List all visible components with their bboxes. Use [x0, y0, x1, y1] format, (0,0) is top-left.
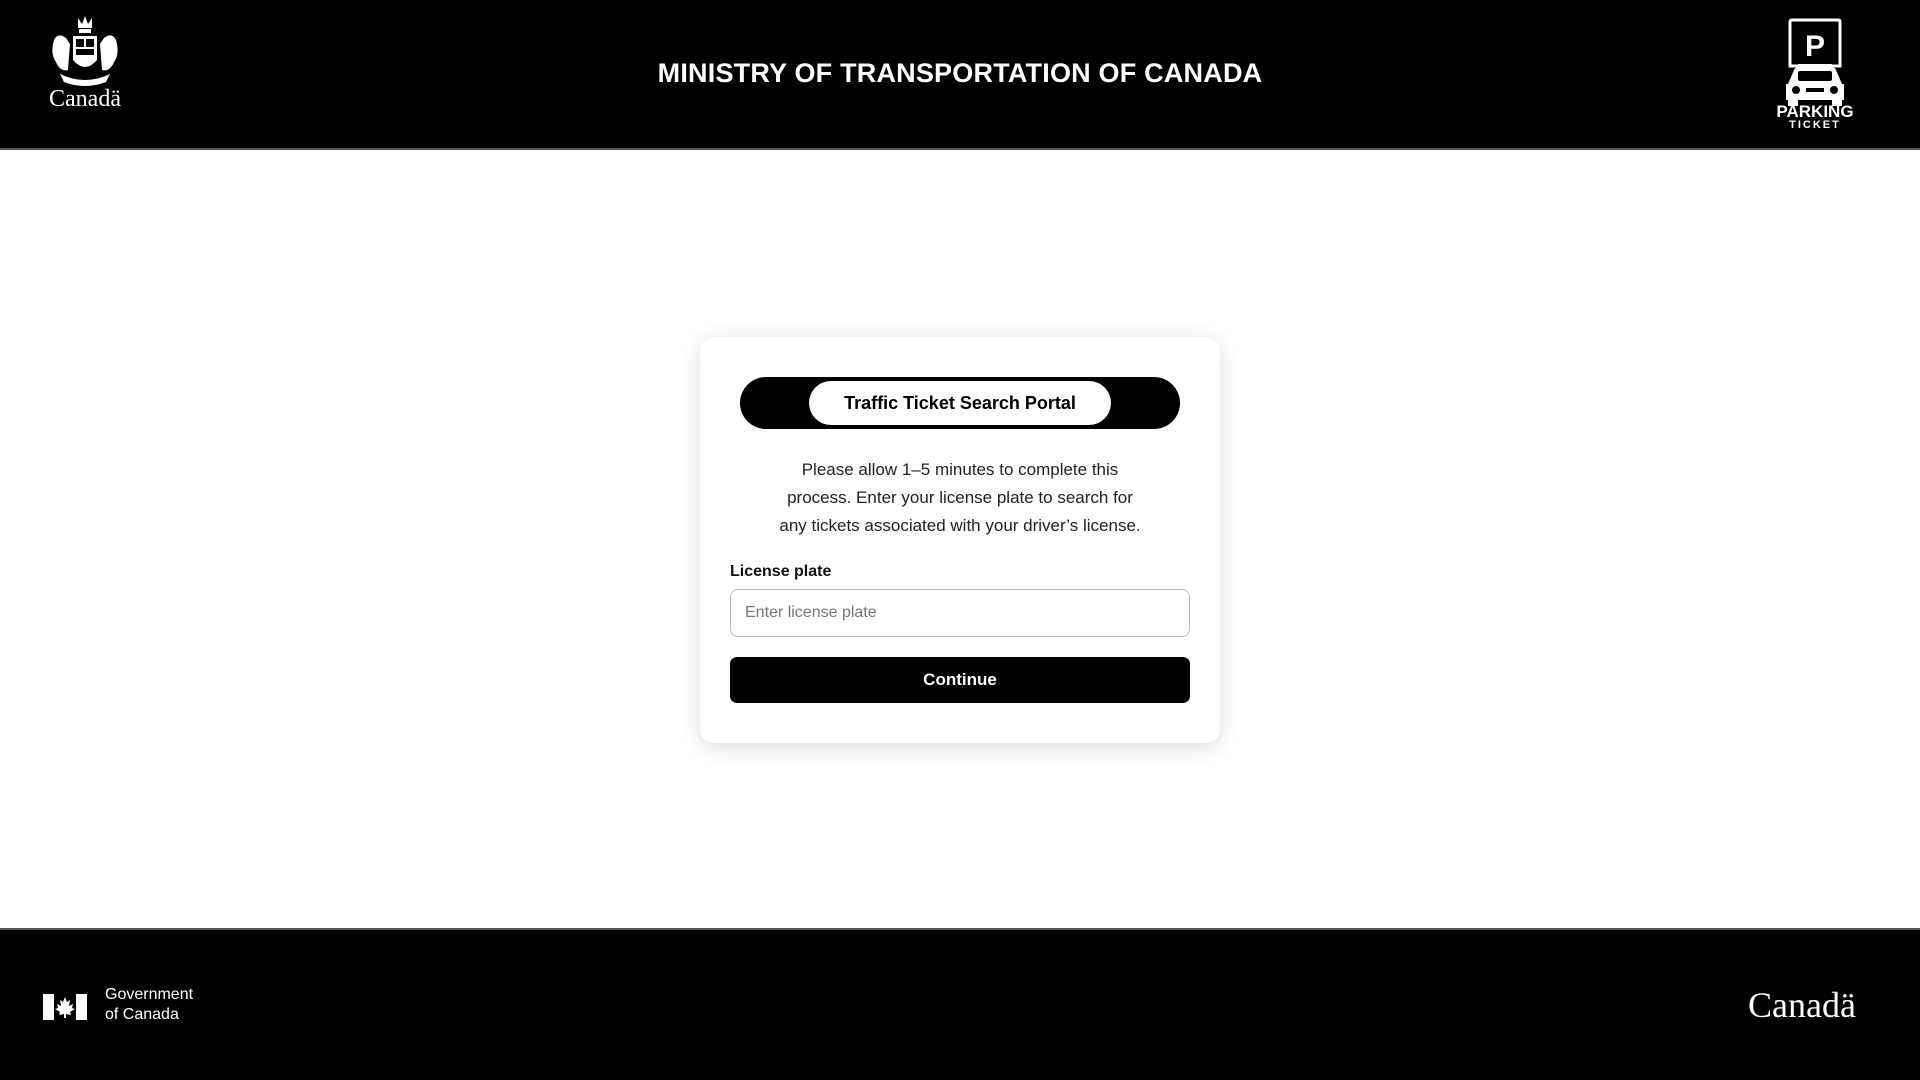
government-of-canada-line2: of Canada — [105, 1006, 179, 1023]
canada-flag-icon — [43, 994, 87, 1020]
continue-button[interactable]: Continue — [730, 657, 1190, 703]
ticket-search-card — [700, 337, 1220, 743]
page-title: MINISTRY OF TRANSPORTATION OF CANADA — [657, 58, 1263, 88]
canada-wordmark-header: Canadä — [49, 86, 121, 112]
government-of-canada-line1: Government — [105, 986, 194, 1003]
parking-logo-text-line2: TICKET — [1789, 119, 1841, 131]
license-plate-input[interactable] — [730, 589, 1190, 637]
svg-text:P: P — [1804, 30, 1826, 63]
instructions-line: Please allow 1–5 minutes to complete this — [801, 460, 1119, 479]
canada-wordmark-footer: Canadä — [1748, 985, 1856, 1025]
instructions-line: process. Enter your license plate to search for — [787, 488, 1133, 507]
license-plate-label: License plate — [730, 563, 832, 580]
instructions-line: any tickets associated with your driver’s license. — [779, 516, 1141, 535]
site-footer — [0, 928, 1920, 1080]
portal-title-banner — [740, 377, 1180, 429]
parking-logo-text-line1: PARKING — [1776, 102, 1854, 121]
portal-title: Traffic Ticket Search Portal — [809, 381, 1111, 425]
site-header — [0, 0, 1920, 150]
instructions-text — [770, 456, 1150, 540]
